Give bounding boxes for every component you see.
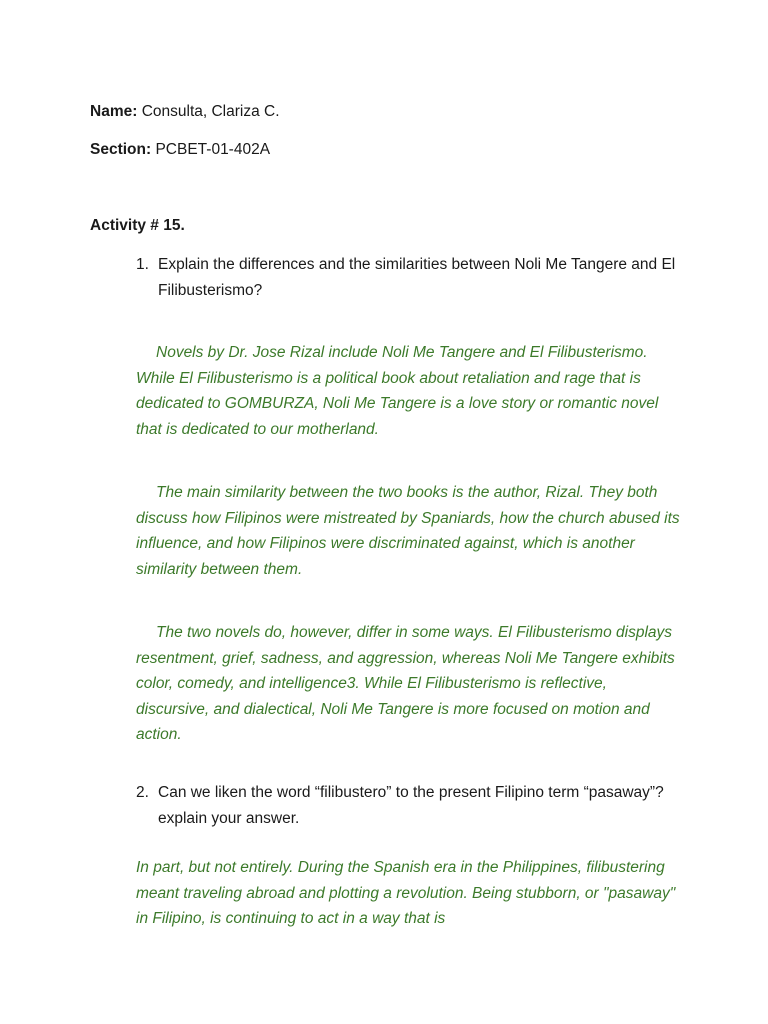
section-label: Section: [90,141,152,158]
question-number: 2. [136,784,149,801]
answer-text: Novels by Dr. Jose Rizal include Noli Me Tangere and El Filibusterismo. While El Filibusterismo is a political book about retaliation and rage that is dedicated to GOMBURZA, Noli Me Tangere is a love story or romantic novel that is dedicated to our motherland. [136,344,659,438]
answer-paragraph [136,855,681,932]
question-text: Explain the differences and the similarities between Noli Me Tangere and El Filibusterismo? [158,256,676,299]
name-label: Name: [90,103,138,120]
answer-paragraph [136,480,681,582]
question-text: Can we liken the word “filibustero” to the present Filipino term “pasaway”? explain your answer. [158,784,664,827]
activity-title-text: Activity # 15. [90,217,185,234]
question-1 [136,252,676,303]
question-number: 1. [136,256,149,273]
answer-text: The main similarity between the two books is the author, Rizal. They both discuss how Filipinos were mistreated by Spaniards, how the church abused its influence, and how Filipinos were discriminated against, which is another similarity between them. [136,484,680,578]
activity-title [90,216,185,236]
answer-text: In part, but not entirely. During the Spanish era in the Philippines, filibustering meant traveling abroad and plotting a revolution. Being stubborn, or "pasaway" in Filipino, is continuing to act in a way that is [136,859,676,927]
question-2 [136,780,676,831]
answer-paragraph [136,340,681,442]
answer-paragraph [136,620,681,748]
answer-text: The two novels do, however, differ in some ways. El Filibusterismo displays resentment, grief, sadness, and aggression, whereas Noli Me Tangere exhibits color, comedy, and intelligence3. While El Filibusterismo is reflective, discursive, and dialectical, Noli Me Tangere is more focused on motion and action. [136,624,675,743]
name-value: Consulta, Clariza C. [137,103,280,120]
section-value: PCBET-01-402A [151,141,271,158]
name-line [90,102,280,122]
section-line [90,140,270,160]
